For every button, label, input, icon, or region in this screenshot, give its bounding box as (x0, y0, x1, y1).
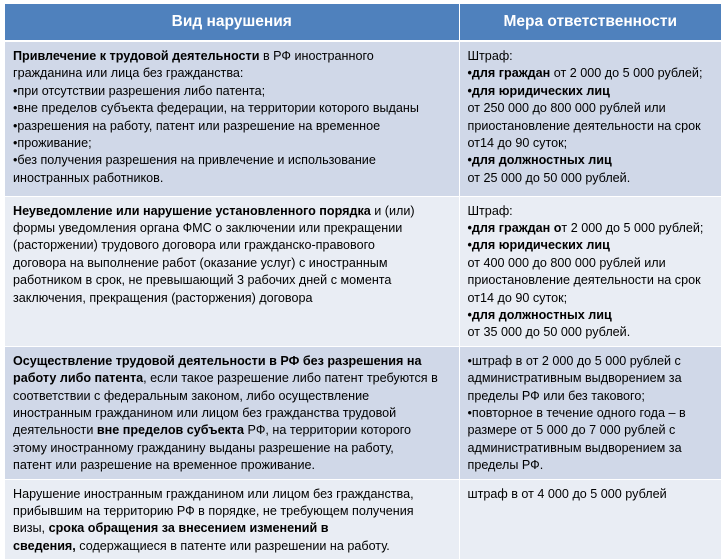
penalty-cell: Штраф: •для граждан от 2 000 до 5 000 рублей; •для юридических лиц от 400 000 до 800 000 рублей или приостановление деятельности на срок от14 до 90 суток; •для должностных лиц от 35 000 до 50 000 рублей. (459, 196, 721, 346)
table-row (5, 41, 721, 196)
penalty-cell: •штраф в от 2 000 до 5 000 рублей с административным выдворением за пределы РФ или без такового; •повторное в течение одного года – в размере от 5 000 до 7 000 рублей с административным выдворением за пределы РФ. (459, 346, 721, 479)
table-header-row (5, 4, 721, 41)
violation-bold-text: Привлечение к трудовой деятельности (13, 49, 260, 63)
penalty-cell: штраф в от 4 000 до 5 000 рублей (459, 479, 721, 560)
header-violation-type: Вид нарушения (5, 4, 459, 41)
violation-cell: Неуведомление или нарушение установленного порядка и (или) формы уведомления органа ФМС о заключении или прекращении (расторжении) трудового договора или гражданско-правового договора на выполнение работ (оказание услуг) с иностранным работником в срок, не превышающий 3 рабочих дней с момента заключения, прекращения (расторжения) договора (5, 196, 459, 346)
violation-cell: Привлечение к трудовой деятельности в РФ иностранного гражданина или лица без гражданства: •при отсутствии разрешения либо патента; •вне пределов субъекта федерации, на территории которого выданы •разрешения на работу, патент или разрешение на временное •проживание; •без получения разрешения на привлечение и использование иностранных работников. (5, 41, 459, 196)
violations-table (5, 4, 721, 560)
table-row (5, 196, 721, 346)
header-liability-measure: Мера ответственности (459, 4, 721, 41)
violation-cell: Осуществление трудовой деятельности в РФ без разрешения на работу либо патента, если такое разрешение либо патент требуются в соответствии с федеральным законом, либо осуществление иностранным гражданином или лицом без гражданства трудовой деятельности вне пределов субъекта РФ, на территории которого этому иностранному гражданину выданы разрешение на работу, патент или разрешение на временное проживание. (5, 346, 459, 479)
table-row (5, 479, 721, 560)
violation-cell: Нарушение иностранным гражданином или лицом без гражданства, прибывшим на территорию РФ в порядке, не требующем получения визы, срока обращения за внесением изменений в сведения, содержащиеся в патенте или разрешении на работу. (5, 479, 459, 560)
penalty-cell: Штраф: •для граждан от 2 000 до 5 000 рублей; •для юридических лиц от 250 000 до 800 000 рублей или приостановление деятельности на срок от14 до 90 суток; •для должностных лиц от 25 000 до 50 000 рублей. (459, 41, 721, 196)
table-row (5, 346, 721, 479)
